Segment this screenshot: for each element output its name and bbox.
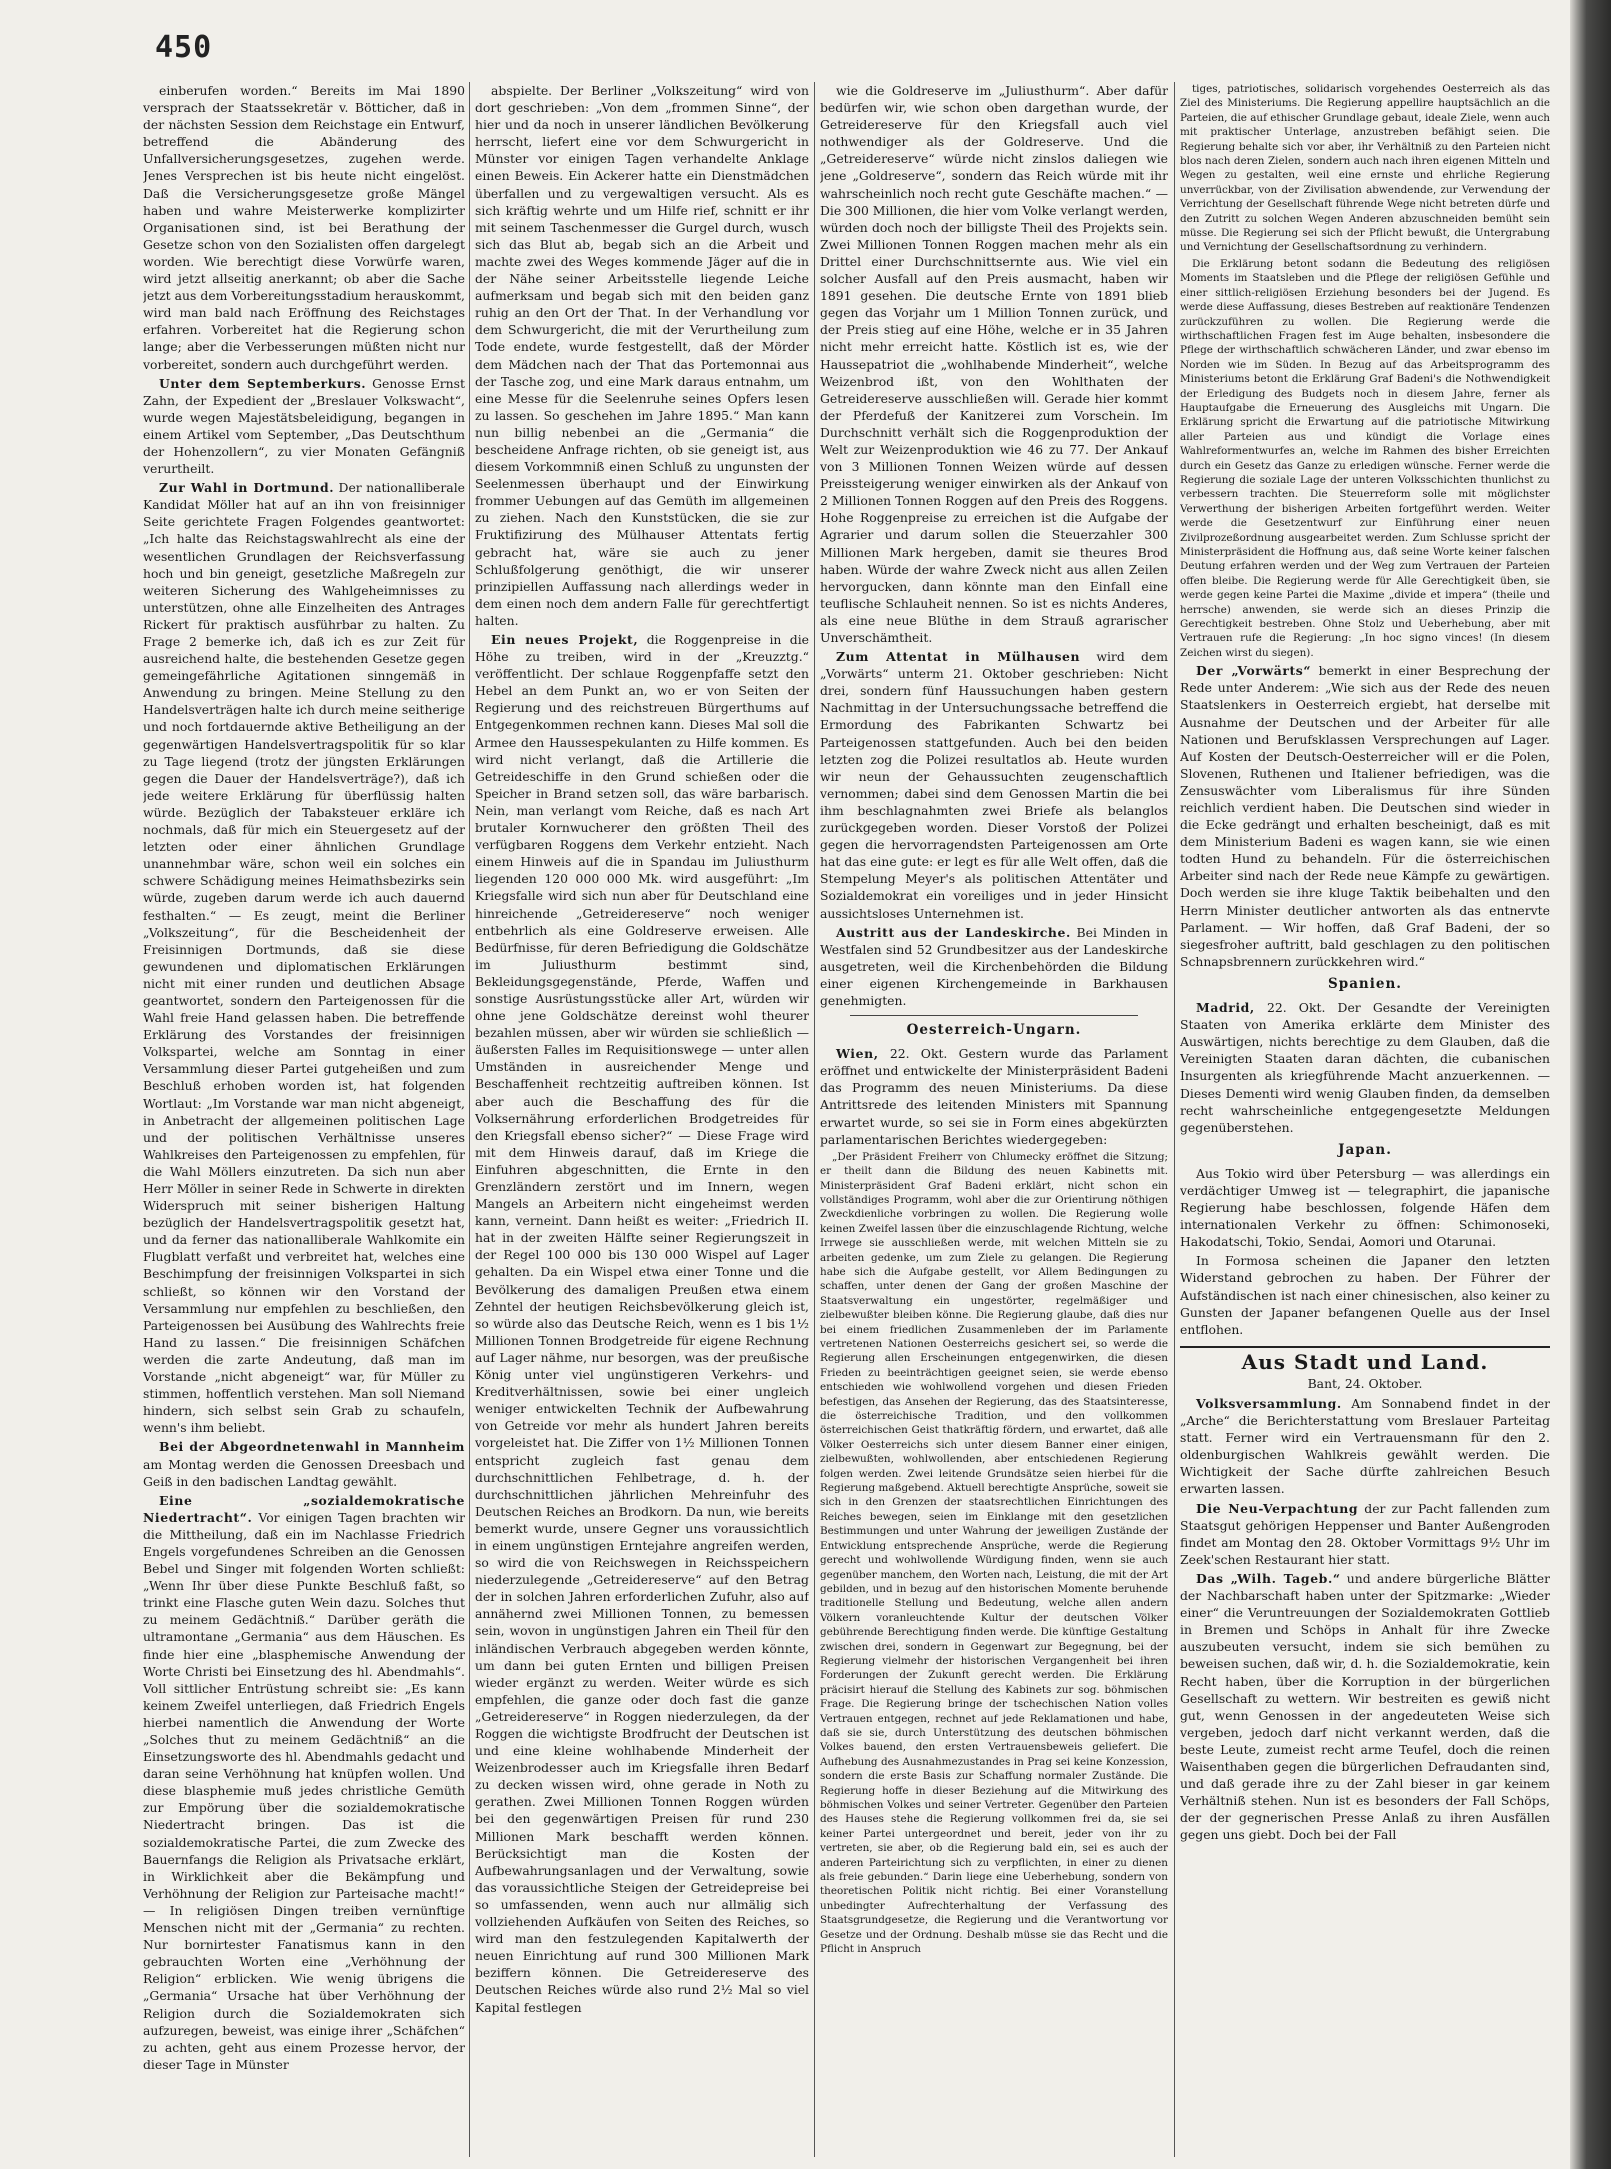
paragraph-text: 22. Okt. Gestern wurde das Parlament eröffnet und entwickelte der Ministerpräsident Badeni das Programm des neuen Ministeriums. Da diese Antrittsrede des leitenden Ministers mit Spannung erwartet wurde, so sei sie in Form eines abgekürzten parlamentarischen Berichtes wiedergegeben:	[820, 1046, 1168, 1147]
column-rule	[469, 82, 470, 2157]
paragraph-text: die Roggenpreise in die Höhe zu treiben, wird in der „Kreuzztg.“ veröffentlicht. Der schlaue Roggenpfaffe setzt den Hebel an dem Punkt an, wo er von Seiten der Regierung und des reichstreuen Bürgerthums auf Entgegenkommen rechnen kann. Dieses Mal soll die Armee den Haussespekulanten zu Hilfe kommen. Es wird nicht verlangt, daß die Artillerie die Getreideschiffe in den Grund schießen oder die Speicher in Brand setzen soll, das wäre barbarisch. Nein, man verlangt vom Reiche, daß es nach Art brutaler Kornwucherer den größten Theil des verfügbaren Roggens dem Verkehr entzieht. Nach einem Hinweis auf die in Spandau im Juliusthurm liegenden 120 000 000 Mk. wird ausgeführt: „Im Kriegsfalle wird sich nun aber für Deutschland eine hinreichende „Getreidereserve“ noch weniger entbehrlich als eine Goldreserve erweisen. Alle Bedürfnisse, für deren Befriedigung die Goldschätze im Juliusthurm bestimmt sind, Bekleidungsgegenstände, Pferde, Waffen und sonstige Ausrüstungsstücke aller Art, würden wir ohne jene Goldschätze dereinst wohl theurer bezahlen müssen, aber wir würden sie schließlich — äußersten Falles im Requisitionswege — unter allen Umständen in ausreichender Menge und Beschaffenheit rechtzeitig auftreiben können. Ist aber auch die Beschaffung des für die Volksernährung erforderlichen Brodgetreides für den Kriegsfall ebenso sicher?“ — Diese Frage wird mit dem Hinweis darauf, daß im Kriege die Einfuhren abgeschnitten, die Ernte in den Grenzländern zerstört und im Innern, wegen Mangels an Arbeitern nicht eingeheimst werden kann, verneint. Dann heißt es weiter: „Friedrich II. hat in der zweiten Hälfte seiner Regierungszeit in der Regel 100 000 bis 130 000 Wispel auf Lager gehalten. Da ein Wispel etwa einer Tonne und die Bevölkerung des damaligen Preußen etwa einem Zehntel der heutigen Reichsbevölkerung gleich ist, so würde also das Deutsche Reich, wenn es 1 bis 1½ Millionen Tonnen Brodgetreide für eigene Rechnung auf Lager nähme, nur besorgen, was der preußische König unter viel ungünstigeren Verkehrs- und Kreditverhältnissen, sowie bei einer ungleich weniger entwickelten Technik der Aufbewahrung von Getreide vor mehr als hundert Jahren bereits vorgeleistet hat. Die Ziffer von 1½ Millionen Tonnen entspricht zugleich fast genau dem durchschnittlichen Fehlbetrage, d. h. der durchschnittlichen jährlichen Mehreinfuhr des Deutschen Reiches an Brodkorn. Da nun, wie bereits bemerkt wurde, unsere Gegner uns voraussichtlich in einem ungünstigen Erntejahre angreifen werden, so wird die von Reichswegen in Reichsspeichern niederzulegende „Getreidereserve“ auf den Betrag der in solchen Jahren erforderlichen Zufuhr, also auf annähernd zwei Millionen Tonnen, zu bemessen sein, wovon in ungünstigen Jahren ein Theil für den inländischen Verbrauch abgegeben werden könnte, um dann bei guten Ernten und billigen Preisen wieder ergänzt zu werden. Weiter würde es sich empfehlen, die ganze oder doch fast die ganze „Getreidereserve“ in Roggen niederzulegen, da der Roggen die wichtigste Brodfrucht der Deutschen ist und eine kleine wohlhabende Minderheit der Weizenbrodesser auch im Kriegsfalle ihren Bedarf zu decken wissen wird, ohne gerade in Noth zu gerathen. Zwei Millionen Tonnen Roggen würden bei den gegenwärtigen Preisen für rund 230 Millionen Mark beschafft werden können. Berücksichtigt man die Kosten der Aufbewahrungsanlagen und der Verwaltung, sowie das voraussichtliche Steigen der Getreidepreise bei so umfassenden, wenn auch nur allmälig sich vollziehenden Aufkäufen von Seiten des Reiches, so wird man den festzulegenden Kapitalwerth der neuen Einrichtung auf rund 300 Millionen Mark beziffern können. Die Getreidereserve des Deutschen Reiches würde also rund 2½ Mal so viel Kapital festlegen	[475, 632, 809, 2015]
scan-edge	[1570, 0, 1611, 2169]
paragraph	[820, 648, 1168, 922]
paragraph-text: bemerkt in einer Besprechung der Rede unter Anderem: „Wie sich aus der Rede des neuen Staatslenkers in Oesterreich ergiebt, hat derselbe mit Ausnahme der Deutschen und der Arbeiter für alle Nationen und Berufsklassen Versprechungen auf Lager. Auf Kosten der Deutsch-Oesterreicher will er die Polen, Slovenen, Ruthenen und Italiener befriedigen, was die Zensuswächter vom Liberalismus für ihre Sünden reichlich verdient haben. Die Deutschen sind wieder in die Ecke gedrängt und erhalten bescheinigt, daß es mit dem Ministerium Badeni es wagen kann, sie wie einen todten Hund zu behandeln. Für die österreichischen Arbeiter sind nach der Rede neue Kämpfe zu gewärtigen. Doch werden sie ihre kluge Taktik beibehalten und den Herrn Minister deutlicher antworten als das entnervte Parlament. — Wir hoffen, daß Graf Badeni, der so siegesfroher auftritt, bald geschlagen zu den politischen Schnapsbrennern zurückkehren wird.“	[1180, 663, 1550, 969]
headline: Eine „sozialdemokratische Niedertracht“.	[143, 1492, 465, 1525]
paragraph	[1180, 662, 1550, 970]
headline: Austritt aus der Landeskirche.	[836, 924, 1071, 940]
dateline: Madrid,	[1196, 1000, 1255, 1016]
paragraph	[1180, 1500, 1550, 1568]
headline: Zum Attentat in Mülhausen	[836, 649, 1081, 665]
paragraph: tiges, patriotisches, solidarisch vorgehendes Oesterreich als das Ziel des Ministeriums. Die Regierung appellire hauptsächlich an die Parteien, die auf ethischer Grundlage gebaut, ideale Ziele, wenn auch mit praktischer Unterlage, anzustreben befähigt seien. Die Regierung behalte sich vor aber, ihr Verhältniß zu den Parteien nicht blos nach deren Zielen, sondern auch nach ihren eigenen Mitteln und Wegen zu gestalten, weil eine ernste und ehrliche Regierung unverrückbar, von der Zivilisation abwendende, zur Verwendung der Verrichtung der Gesellschaft führende Wege nicht betreten dürfe und den Zutritt zu solchen Wegen Anderen abzuschneiden bemüht sein müsse. Die Regierung sei sich der Pflicht bewußt, die Untergrabung und Vernichtung der Gesellschaftsordnung zu verhindern.	[1180, 83, 1550, 254]
paragraph-text: Der nationalliberale Kandidat Möller hat auf an ihn von freisinniger Seite gerichtete Fragen Folgendes geantwortet: „Ich halte das Reichstagswahlrecht als eine der wesentlichen Grundlagen der Reichsverfassung hoch und bin geneigt, gesetzliche Maßregeln zur weiteren Sicherung des Wahlgeheimnisses zu unterstützen, ohne alle Einzelheiten des Antrages Rickert für praktisch ausführbar zu halten. Zu Frage 2 bemerke ich, daß ich es zur Zeit für ausreichend halte, die bestehenden Gesetze gegen gemeingefährliche Agitationen sinngemäß in Anwendung zu bringen. Meine Stellung zu den Handelsverträgen halte ich durch meine seitherige und noch fortdauernde aktive Betheiligung an der gegenwärtigen Handelsvertragspolitik für so klar zu Tage liegend (trotz der jüngsten Erklärungen gegen die Dauer der Handelsverträge?), daß ich jede weitere Erklärung für überflüssig halten würde. Bezüglich der Tabaksteuer erkläre ich nochmals, daß für mich ein Steuergesetz auf der letzten oder einer ähnlichen Grundlage unannehmbar wäre, schon weil ein solches ein schwere Schädigung meines Heimathsbezirks sein würde, zugeben darum werde ich auch dauernd festhalten.“ — Es zeugt, meint die Berliner „Volkszeitung“, für die Bescheidenheit der Freisinnigen Dortmunds, daß sie diese gewundenen und diplomatischen Erklärungen nicht mit einer runden und deutlichen Absage geantwortet, sondern den Parteigenossen für die Wahl freie Hand gelassen haben. Die betreffende Erklärung des Vorstandes der freisinnigen Volkspartei, welche am Sonntag in einer Versammlung dieser Partei gutgeheißen und zum Beschluß erhoben worden ist, hat folgenden Wortlaut: „Im Vorstande war man nicht abgeneigt, in Anbetracht der allgemeinen politischen Lage und der politischen Verhältnisse unseres Wahlkreises den Parteigenossen zu empfehlen, für die Wahl Möllers einzutreten. Da sich nun aber Herr Möller in seiner Rede in Schwerte in direkten Widerspruch mit seiner bisherigen Haltung bezüglich der Handelsvertragspolitik gesetzt hat, und da ferner das nationalliberale Wahlkomite ein Flugblatt verfaßt und verbreitet hat, welches eine Beschimpfung der freisinnigen Volkspartei in sich schließt, so können wir den Vorstand der Versammlung nur empfehlen zu beschließen, den Parteigenossen bei Ausübung des Wahlrechts freie Hand zu lassen.“ Die freisinnigen Schäfchen werden die zarte Andeutung, daß man im Vorstande „nicht abgeneigt“ war, für Müller zu stimmen, hoffentlich verstehen. Man soll Niemand hindern, sich selbst sein Grab zu schaufeln, wenn's ihm beliebt.	[143, 480, 465, 1436]
paragraph	[820, 1045, 1168, 1148]
headline: Unter dem Septemberkurs.	[159, 375, 367, 391]
headline: Volksversammlung.	[1196, 1396, 1342, 1411]
headline: Zur Wahl in Dortmund.	[159, 480, 335, 496]
section-heading-large: Aus Stadt und Land.	[1180, 1346, 1550, 1371]
paragraph-text: der zur Pacht fallenden zum Staatsgut gehörigen Heppenser und Banter Außengroden findet am Montag den 28. Oktober Vormittags 9½ Uhr im Zeek'schen Restaurant hier statt.	[1180, 1500, 1550, 1567]
column-rule	[814, 82, 815, 2157]
paragraph: In Formosa scheinen die Japaner den letzten Widerstand gebrochen zu haben. Der Führer der Aufständischen ist nach einer chinesischen, also keiner zu Gunsten der Japaner befangenen Quelle aus der Insel entflohen.	[1180, 1253, 1550, 1337]
divider	[850, 1015, 1138, 1016]
section-heading: Japan.	[1338, 1141, 1392, 1158]
column-4	[1180, 82, 1550, 2157]
paragraph: einberufen worden.“ Bereits im Mai 1890 versprach der Staatssekretär v. Bötticher, daß in der nächsten Session dem Reichstage ein Entwurf, betreffend die Abänderung des Unfallversicherungsgesetzes, zugehen werde. Jenes Versprechen ist bis heute nicht eingelöst. Daß die Versicherungsgesetze große Mängel haben und wahre Meisterwerke komplizirter Organisationen sind, ist bei Berathung der Gesetze schon von den Sozialisten offen dargelegt worden. Wie berechtigt diese Vorwürfe waren, wird jetzt allseitig anerkannt; ob aber die Sache jetzt aus dem Vorbereitungsstadium herauskommt, wird man bald nach Eröffnung des Reichstages erfahren. Vorbereitet hat die Regierung schon lange; aber die Verbesserungen müßten nicht nur vorbereitet, sondern auch durchgeführt werden.	[143, 83, 465, 372]
paragraph	[1180, 1395, 1550, 1498]
paragraph-text: wird dem „Vorwärts“ unterm 21. Oktober geschrieben: Nicht drei, sondern fünf Haussuchungen haben gestern Nachmittag in der Untersuchungssache betreffend die Ermordung des Fabrikanten Schwartz bei Parteigenossen stattgefunden. Auch bei den beiden letzten zog die Polizei resultatlos ab. Heute wurden wir neun der Gehaussuchten zeugenschaftlich vernommen; dabei sind dem Genossen Martin die bei ihm beschlagnahmten zwei Briefe als belanglos zurückgegeben worden. Dieser Vorstoß der Polizei gegen die hervorragendsten Parteigenossen am Orte hat das eine gute: er legt es für alle Welt offen, daß die Stempelung Meyer's als politischen Attentäter und Sozialdemokrat ein voreiliges und in jeder Hinsicht aussichtsloses Unternehmen ist.	[820, 649, 1168, 921]
small-print-block	[1180, 82, 1550, 660]
paragraph: wie die Goldreserve im „Juliusthurm“. Aber dafür bedürfen wir, wie schon oben dargethan wurde, der Getreidereserve für den Kriegsfall auch viel nothwendiger als der Goldreserve. Und die „Getreidereserve“ würde nicht zinslos daliegen wie jene „Goldreserve“, sondern das Reich würde mit ihr wahrscheinlich noch recht gute Geschäfte machen.“ — Die 300 Millionen, die hier vom Volke verlangt werden, würden doch noch der billigste Theil des Projekts sein. Zwei Millionen Tonnen Roggen machen mehr als ein Drittel einer Durchschnittsernte aus. Wie viel ein solcher Ausfall auf den Preis ausmacht, haben wir 1891 gesehen. Die deutsche Ernte von 1891 blieb gegen das Vorjahr um 1 Million Tonnen zurück, und der Preis stieg auf eine Höhe, welche er in 35 Jahren nicht mehr erreicht hatte. Köstlich ist es, wie der Haussepatriot die „wohlhabende Minderheit“, welche Weizenbrod ißt, von den Wohlthaten der Getreidereserve ausschließen will. Gerade hier kommt der Pferdefuß der Kanitzerei zum Vorschein. Im Durchschnitt verhält sich die Roggenproduktion der Welt zur Weizenproduktion wie 46 zu 77. Der Ankauf von 3 Millionen Tonnen Weizen würde auf dessen Preissteigerung weniger einwirken als der Ankauf von 2 Millionen Tonnen Roggen auf den Preis des Roggens. Hohe Roggenpreise zu erreichen ist die Aufgabe der Agrarier und darum sollen die Steuerzahler 300 Millionen Mark hergeben, damit sie theures Brod haben. Würde der wahre Zweck nicht aus allen Zeilen hervorgucken, dann könnte man den Einfall eine teuflische Schlauheit nennen. So ist es nichts Anderes, als eine neue Blüthe in dem Strauß agrarischer Unverschämtheit.	[820, 83, 1168, 645]
paragraph-text: Bei Minden in Westfalen sind 52 Grundbesitzer aus der Landeskirche ausgetreten, weil die Kirchenbehörden die Bildung einer eigenen Kirchengemeinde in Barkhausen genehmigten.	[820, 924, 1168, 1008]
column-rule	[1174, 82, 1175, 2157]
paragraph	[820, 924, 1168, 1009]
headline: Der „Vorwärts“	[1196, 663, 1312, 679]
page-number: 450	[155, 30, 213, 65]
paragraph	[475, 631, 809, 2016]
paragraph-text: am Montag werden die Genossen Dreesbach und Geiß in den badischen Landtag gewählt.	[143, 1456, 465, 1489]
paragraph	[1180, 999, 1550, 1136]
dateline: Bant, 24. Oktober.	[1307, 1375, 1423, 1391]
column-3	[820, 82, 1168, 2157]
small-print-block	[820, 1150, 1168, 1957]
paragraph	[143, 1492, 465, 2073]
paragraph	[143, 479, 465, 1436]
paragraph	[143, 375, 465, 478]
paragraph-text: Vor einigen Tagen brachten wir die Mittheilung, daß ein im Nachlasse Friedrich Engels vorgefundenes Schreiben an die Genossen Bebel und Singer mit folgenden Worten schließt: „Wenn Ihr über diese Punkte Beschluß faßt, so trinkt eine Flasche guten Wein dazu. Solches thut zu meinem Gedächtniß.“ Darüber geräth die ultramontane „Germania“ aus dem Häuschen. Es finde hier eine „blasphemische Anwendung der Worte Christi bei Einsetzung des hl. Abendmahls“. Voll sittlicher Entrüstung schreibt sie: „Es kann keinem Zweifel unterliegen, daß Friedrich Engels hierbei namentlich die Anwendung der Worte „Solches thut zu meinem Gedächtniß“ an die Einsetzungsworte des hl. Abendmahls gedacht und daran seine Verhöhnung hat knüpfen wollen. Und diese blasphemie muß jedes christliche Gemüth zur Empörung über die sozialdemokratische Niedertracht bringen. Das ist die sozialdemokratische Partei, die zum Zwecke des Bauernfangs die Religion als Privatsache erklärt, in Wirklichkeit aber die Bekämpfung und Verhöhnung der Religion zur Parteisache macht!“ — In religiösen Dingen treiben vernünftige Menschen nicht mit der „Germania“ zu rechten. Nur bornirtester Fanatismus kann in den gebrauchten Worten eine „Verhöhnung der Religion“ erblicken. Wie wenig übrigens die „Germania“ Ursache hat über Verhöhnung der Religion durch die Sozialdemokraten sich aufzuregen, beweist, was einige ihrer „Schäfchen“ zu achten, geht aus einem Prozesse hervor, der dieser Tage in Münster	[143, 1509, 465, 2072]
column-1	[143, 82, 465, 2157]
headline: Bei der Abgeordnetenwahl in Mannheim	[159, 1439, 465, 1455]
paragraph: Aus Tokio wird über Petersburg — was allerdings ein verdächtiger Umweg ist — telegraphirt, die japanische Regierung habe beschlossen, folgende Häfen dem internationalen Verkehr zu öffnen: Schimonoseki, Hakodatschi, Tokio, Sendai, Aomori und Otarunai.	[1180, 1165, 1550, 1250]
headline: Das „Wilh. Tageb.“	[1196, 1570, 1341, 1586]
paragraph-text: und andere bürgerliche Blätter der Nachbarschaft haben unter der Spitzmarke: „Wieder einer“ die Veruntreuungen der Sozialdemokraten Gottlieb in Bremen und Schöps in Anhalt für ihre Zwecke auszubeuten versucht, indem sie sich bemühen zu beweisen suchen, daß wir, d. h. die Sozialdemokratie, kein Recht haben, über die Korruption in der bürgerlichen Gesellschaft zu wettern. Wir bestreiten es gewiß nicht gut, wenn Genossen in der angedeuteten Weise sich vergeben, jedoch darf nicht verkannt werden, daß die beste Leute, zumeist recht arme Teufel, doch die reinen Waisenthaben gegen die bürgerlichen Defraudanten sind, und daß gerade ihre zu der Zahl bieser in gar keinem Verhältniß stehen. Nun ist es besonders der Fall Schöps, der der gegnerischen Presse Anlaß zu ihren Ausfällen gegen uns giebt. Doch bei der Fall	[1180, 1570, 1550, 1843]
headline: Die Neu-Verpachtung	[1196, 1500, 1359, 1516]
paragraph: abspielte. Der Berliner „Volkszeitung“ wird von dort geschrieben: „Von dem „frommen Sinne“, der hier und da noch in unserer ländlichen Bevölkerung herrscht, liefert eine vor dem Schwurgericht in Münster vor einigen Tagen verhandelte Anklage einen Beweis. Ein Ackerer hatte ein Dienstmädchen überfallen und zu vergewaltigen versucht. Als es sich kräftig wehrte und um Hilfe rief, schnitt er ihr mit seinem Taschenmesser die Gurgel durch, wusch sich das Blut ab, begab sich an die Arbeit und machte zwei des Weges kommende Jäger auf die in der Nähe seiner Arbeitsstelle liegende Leiche aufmerksam und begab sich mit den beiden ganz ruhig an den Ort der That. In der Verhandlung vor dem Schwurgericht, die mit der Verurtheilung zum Tode endete, wurde festgestellt, daß der Mörder dem Mädchen nach der That das Portemonnai aus der Tasche zog, und eine Mark daraus entnahm, um eine Messe für die Seelenruhe seines Opfers lesen zu lassen. So geschehen im Jahre 1895.“ Man kann nun billig nebenbei an die „Germania“ die bescheidene Anfrage richten, ob sie geneigt ist, aus diesem Vorkommniß einen Schluß zu ungunsten der Seelenmessen überhaupt und der Einwirkung frommer Uebungen auf das Gemüth im allgemeinen zu ziehen. Nach den Kunststücken, die sie zur Fruktifizirung des Mülhauser Attentats fertig gebracht hat, wäre sie auch zu jener Schlußfolgerung genöthigt, die wir unserer prinzipiellen Auffassung nach allerdings weder in dem einen noch dem andern Falle für gerechtfertigt halten.	[475, 83, 809, 628]
headline: Ein neues Projekt,	[491, 632, 639, 647]
paragraph: „Der Präsident Freiherr von Chlumecky eröffnet die Sitzung; er theilt dann die Bildung des neuen Kabinetts mit. Ministerpräsident Graf Badeni erklärt, nicht schon ein vollständiges Programm, wohl aber die zur Orientirung nöthigen Zweckdienliche vorbringen zu wollen. Die Regierung wolle keinen Zweifel lassen über die einzuschlagende Richtung, welche Irrwege sie ausschließen werde, mit welchen Mitteln sie zu arbeiten gedenke, um zum Ziele zu gelangen. Die Regierung habe sich die Aufgabe gestellt, vor Allem Bedingungen zu schaffen, unter denen der Gang der großen Maschine der Staatsverwaltung ein ungestörter, regelmäßiger und zielbewußter bleiben könne. Die Regierung glaube, daß dies nur bei einem friedlichen Zusammenleben der im Parlamente vertretenen Nationen Oesterreichs gesichert sei, so werde die Regierung allen Erscheinungen entgegenwirken, die diesen Frieden zu beeinträchtigen geeignet seien, sie werde ebenso entschieden wie wohlwollend vorgehen und diesen Frieden befestigen, das Ansehen der Regierung, das des Staatsinteresse, die österreichische Tradition, und den vollkommen österreichischen Geist thatkräftig fördern, und erwartet, daß alle Völker Oesterreichs sich unter diesem Banner einer einigen, zielbewußten, wohlwollenden, aber entschiedenen Regierung folgen werden. Zwei leitende Grundsätze seien hierbei für die Regierung maßgebend. Aktuell berechtigte Ansprüche, soweit sie sich in den Grenzen der staatsrechtlichen Einrichtungen des Reiches bewegen, seien im Einklange mit den gesetzlichen Bestimmungen und unter Wahrung der jeweiligen Zustände der Entwicklung entsprechende Ansprüche, werde die Regierung gerecht und wohlwollende Würdigung finden, wenn sie auch gegenüber manchem, den Worten nach, Leistung, die mit der Art gebilden, und in bezug auf den historischen Momente beruhende traditionelle Stellung und Bedeutung, welche allen andern Völkern voranleuchtende Kultur der deutschen Völker gebührende Berechtigung finden werde. Die künftige Gestaltung zwischen drei, sondern in Gegenwart zur Begegnung, bei der Regierung vielmehr der historischen Vergangenheit bei ihren Forderungen der Zukunft gerecht werden. Die Erklärung präcisirt hierauf die Stellung des Kabinets zur sog. böhmischen Frage. Die Regierung bringe der tschechischen Nation volles Vertrauen entgegen, rechnet auf jede Reklamationen und habe, daß sie sie, durch Unterstützung des deutschen böhmischen Volkes bauend, den ersten Vertrauensbeweis geliefert. Die Aufhebung des Ausnahmezustandes in Prag sei keine Konzession, sondern die erste Basis zur Schaffung normaler Zustände. Die Regierung hoffe in dieser Beziehung auf die Mitwirkung des böhmischen Volkes und seiner Vertreter. Gegenüber den Parteien des Hauses stehe die Regierung vollkommen frei da, sie sei keiner Partei untergeordnet und bereit, jeder von ihr zu vertreten, sie aber, ob die Regierung bald ein, sei es auch der anderen Parteirichtung sich zu verpflichten, in einer zu dienen als freie gebunden.“ Darin liege eine Ueberhebung, sondern von theoretischen Politik nicht richtig. Bei einer Voranstellung unbedingter Aufrechterhaltung der Verfassung des Staatsgrundgesetze, die Regierung und die Verantwortung vor Gesetze und der Ordnung. Deshalb müsse sie das Recht und die Pflicht in Anspruch	[820, 1150, 1168, 1956]
column-2	[475, 82, 809, 2157]
section-heading: Oesterreich-Ungarn.	[906, 1022, 1082, 1039]
dateline: Wien,	[836, 1046, 879, 1062]
paragraph-text: Am Sonnabend findet in der „Arche“ die Berichterstattung vom Breslauer Parteitag statt. Ferner wird ein Vertrauensmann für den 2. oldenburgischen Wahlkreis gewählt werden. Die Wichtigkeit der Sache dürfte zahlreichen Besuch erwarten lassen.	[1180, 1396, 1550, 1497]
paragraph-text: 22. Okt. Der Gesandte der Vereinigten Staaten von Amerika erklärte dem Minister des Auswärtigen, nichts berechtige zu dem Glauben, daß die Vereinigten Staaten daran dächten, die cubanischen Insurgenten als kriegführende Macht anzuerkennen. — Dieses Dementi wird wenig Glauben finden, da demselben recht wahrscheinliche entgegengesetzte Meldungen gegenüberstehen.	[1180, 1000, 1550, 1135]
paragraph	[1180, 1570, 1550, 1844]
paragraph	[143, 1438, 465, 1489]
section-heading: Spanien.	[1328, 975, 1402, 992]
paragraph: Die Erklärung betont sodann die Bedeutung des religiösen Moments im Staatsleben und die Pflege der religiösen Gefühle und einer sittlich-religiösen Erziehung besonders bei der Jugend. Es werde diese Auffassung, dieses Bestreben auf reaktionäre Tendenzen zurückzuführen zu wollen. Die Regierung werde die wirthschaftlichen Fragen fest im Auge behalten, insbesondere die Pflege der wirthschaftlich schwächeren Länder, und zwar ebenso im Norden wie im Süden. In Bezug auf das Arbeitsprogramm des Ministeriums betont die Erklärung Graf Badeni's die Nothwendigkeit der Erledigung des Budgets noch in diesem Jahre, ferner als Hauptaufgabe die Erneuerung des Ausgleichs mit Ungarn. Die Erklärung spricht die Erwartung auf die patriotische Mitwirkung aller Parteien aus und kündigt die Vorlage eines Wahlreformentwurfes an, welche im Rahmen des bisher Erreichten durch ein Gesetz das Ganze zu erledigen wünsche. Ferner werde die Regierung die soziale Lage der unteren Volksschichten thunlichst zu verbessern trachten. Die Steuerreform solle mit möglichster Verwerthung der bisherigen Arbeiten fortgeführt werden. Weiter werde die Gesetzentwurf zur Einführung einer neuen Zivilprozeßordnung ausgearbeitet werden. Zum Schlusse spricht der Ministerpräsident die Hoffnung aus, daß seine Worte keiner falschen Deutung erfahren werden und der Weg zum Vertrauen der Parteien offen bleibe. Die Regierung werde für Alle Gerechtigkeit üben, sie werde gegen keine Partei die Maxime „divide et impera“ (theile und herrsche) anwenden, sie werde sich an dieses Prinzip die Gerechtigkeit bestreben. Ohne Stolz und Ueberhebung, aber mit Vertrauen rufe die Regierung: „In hoc signo vinces! (In diesem Zeichen wirst du siegen).	[1180, 257, 1550, 659]
paragraph-text: Genosse Ernst Zahn, der Expedient der „Breslauer Volkswacht“, wurde wegen Majestätsbeleidigung, begangen in einem Artikel vom September, „Das Deutschthum der Hohenzollern“, zu vier Monaten Gefängniß verurtheilt.	[143, 375, 465, 477]
